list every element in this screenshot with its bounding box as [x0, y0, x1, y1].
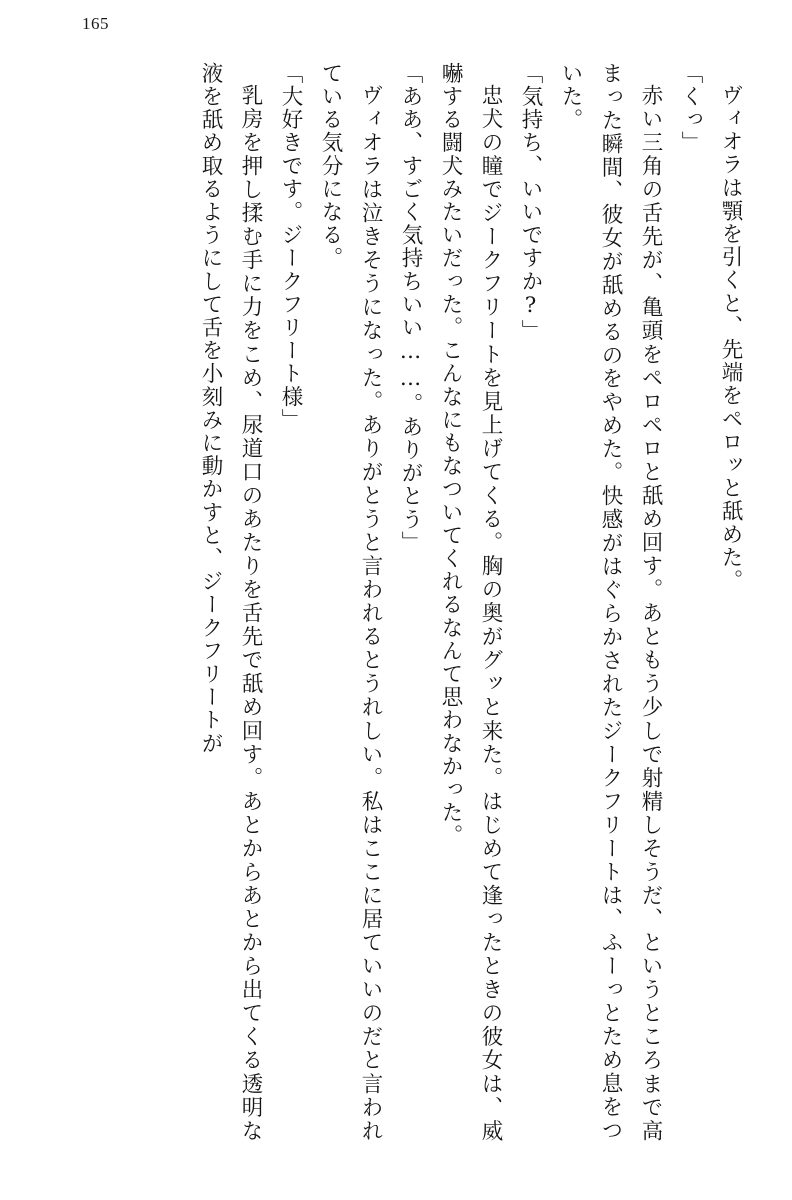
paragraph: ヴィオラは顎を引くと、先端をペロッと舐めた。 — [718, 83, 743, 592]
paragraph: 「気持ち、いいですか?」 — [518, 62, 543, 343]
paragraph: 忠犬の瞳でジークフリートを見上げてくる。胸の奥がグッと来た。はじめて逢ったときの彼女は、威嚇する闘犬みたいだった。こんなにもなついてくれるなんて思わなかった。 — [438, 62, 503, 1142]
paragraph: 「ああ、すごく気持ちいい……。ありがとう」 — [398, 62, 423, 555]
page-body-text — [44, 62, 750, 1142]
paragraph: 「くっ」 — [678, 62, 703, 155]
paragraph: 乳房を押し揉む手に力をこめ、尿道口のあたりを舌先で舐め回す。あとからあとから出てくる透明な液を舐め取るようにして舌を小刻みに動かすと、ジークフリートが — [198, 62, 263, 1142]
paragraph: ヴィオラは泣きそうになった。ありがとうと言われるとうれしい。私はここに居ていいのだと言われている気分になる。 — [318, 62, 383, 1142]
page-number: 165 — [82, 14, 109, 33]
paragraph: 赤い三角の舌先が、亀頭をペロペロと舐め回す。あともう少しで射精しそうだ、というところまで高まった瞬間、彼女が舐めるのをやめた。快感がはぐらかされたジークフリートは、ふーっとため息をついた。 — [558, 62, 663, 1142]
paragraph: 「大好きです。ジークフリート様」 — [278, 62, 303, 432]
